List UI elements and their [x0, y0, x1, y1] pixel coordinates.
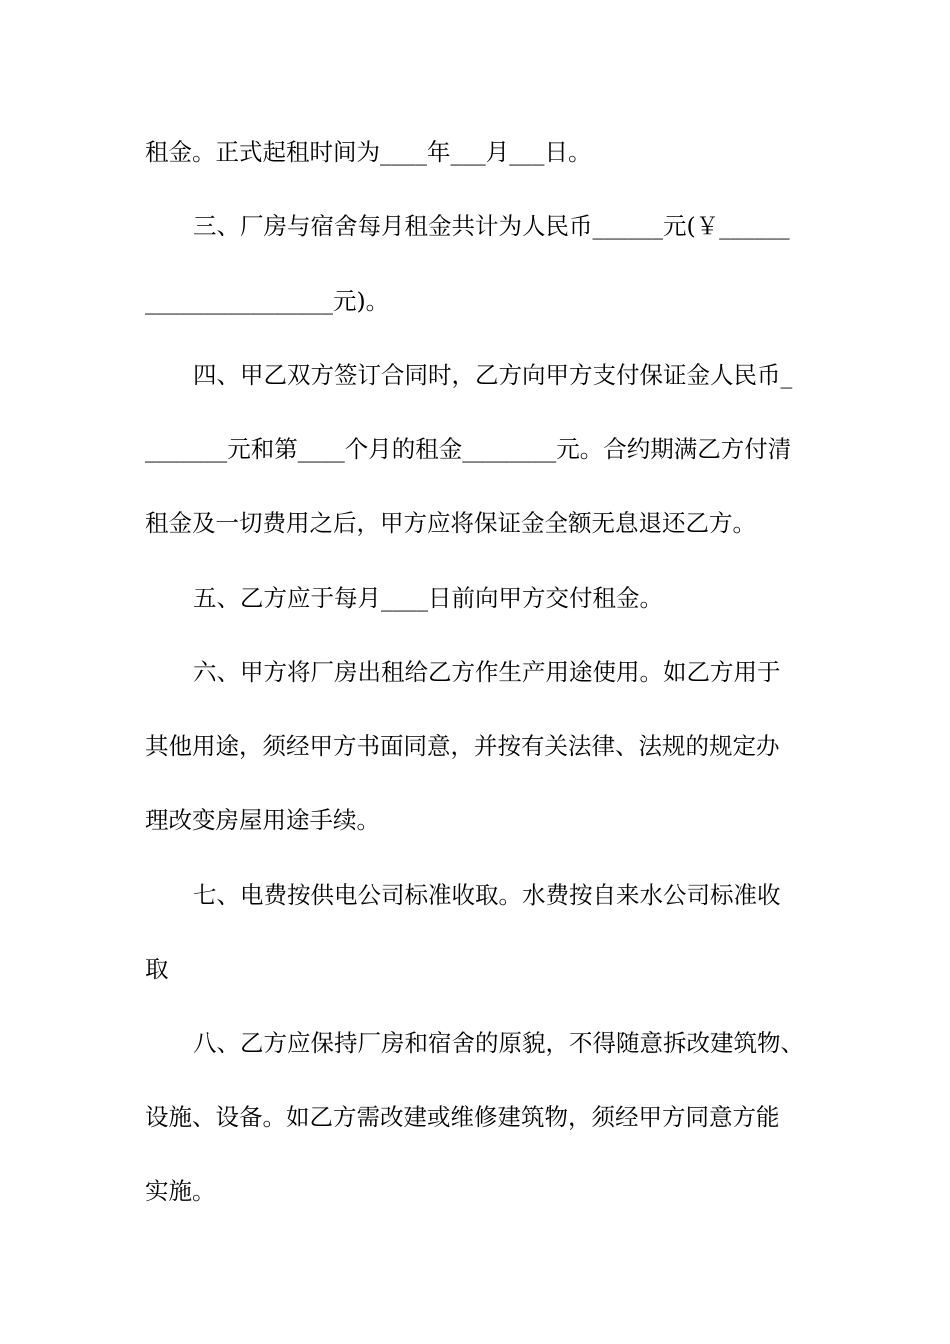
text-line: 八、乙方应保持厂房和宿舍的原貌，不得随意拆改建筑物、	[193, 1029, 804, 1057]
text-line: ________________元)。	[145, 287, 390, 315]
text-line: 五、乙方应于每月____日前向甲方交付租金。	[193, 584, 663, 612]
text-line: 其他用途，须经甲方书面同意，并按有关法律、法规的规定办	[145, 732, 780, 760]
text-line: 实施。	[145, 1177, 216, 1205]
text-line: 租金及一切费用之后，甲方应将保证金全额无息退还乙方。	[145, 509, 756, 537]
text-line: 四、甲乙双方签订合同时，乙方向甲方支付保证金人民币_	[193, 361, 793, 389]
text-line: _______元和第____个月的租金________元。合约期满乙方付清	[145, 435, 792, 463]
text-line: 设施、设备。如乙方需改建或维修建筑物，须经甲方同意方能	[145, 1103, 780, 1131]
text-line: 三、厂房与宿舍每月租金共计为人民币______元(￥______	[193, 212, 790, 240]
text-line: 六、甲方将厂房出租给乙方作生产用途使用。如乙方用于	[193, 658, 781, 686]
text-line: 取	[145, 955, 169, 983]
text-line: 理改变房屋用途手续。	[145, 806, 380, 834]
text-line: 七、电费按供电公司标准收取。水费按自来水公司标准收	[193, 881, 781, 909]
text-line: 租金。正式起租时间为____年___月___日。	[145, 138, 592, 166]
